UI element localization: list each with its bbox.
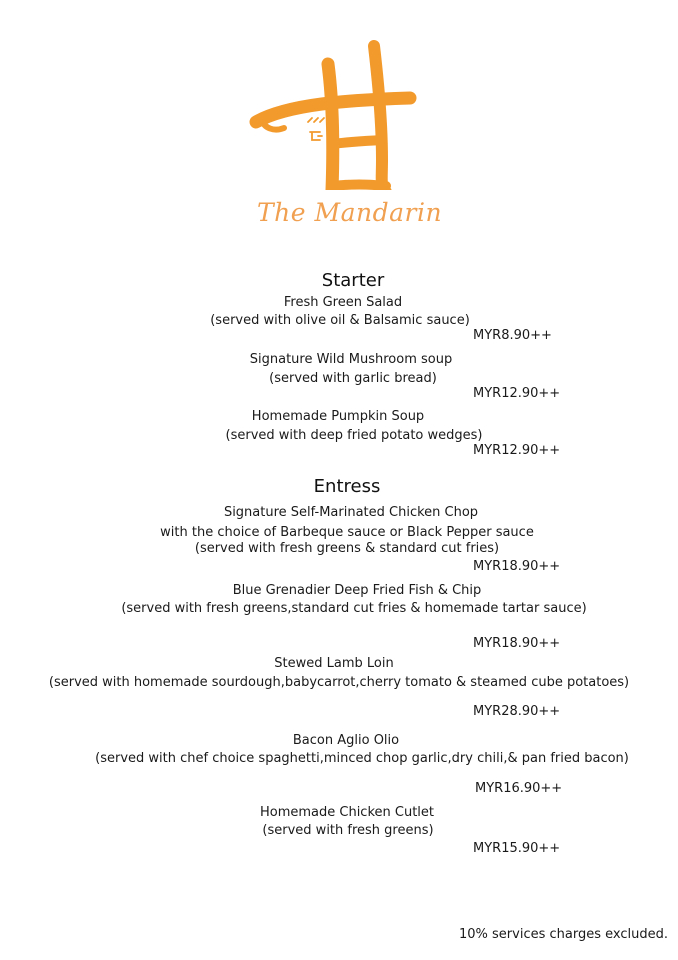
menu-item-desc: (served with deep fried potato wedges): [225, 428, 483, 443]
menu-item-price: MYR15.90++: [473, 841, 561, 856]
menu-item-desc: (served with olive oil & Balsamic sauce): [210, 313, 470, 328]
menu-item-price: MYR8.90++: [473, 328, 552, 343]
menu-item-price: MYR28.90++: [473, 704, 561, 719]
menu-item-desc: with the choice of Barbeque sauce or Black Pepper sauce: [160, 525, 534, 540]
menu-item-name: Bacon Aglio Olio: [292, 733, 400, 748]
menu-item-name: Homemade Chicken Cutlet: [259, 805, 435, 820]
menu-item-desc: (served with fresh greens,standard cut fries & homemade tartar sauce): [121, 601, 587, 616]
menu-item-price: MYR16.90++: [475, 781, 563, 796]
menu-item-price: MYR12.90++: [473, 443, 561, 458]
brand-name: The Mandarin: [257, 198, 443, 227]
section-title-entress: Entress: [313, 476, 381, 497]
menu-item-price: MYR18.90++: [473, 636, 561, 651]
menu-item-name: Homemade Pumpkin Soup: [251, 409, 425, 424]
menu-item-desc: (served with fresh greens): [262, 823, 434, 838]
menu-item-name: Fresh Green Salad: [283, 295, 403, 310]
menu-item-price: MYR12.90++: [473, 386, 561, 401]
menu-item-name: Stewed Lamb Loin: [274, 656, 394, 671]
menu-item-name: Signature Self-Marinated Chicken Chop: [223, 505, 479, 520]
menu-item-name: Signature Wild Mushroom soup: [249, 352, 453, 367]
menu-item-name: Blue Grenadier Deep Fried Fish & Chip: [232, 583, 482, 598]
menu-item-desc: (served with fresh greens & standard cut fries): [194, 541, 500, 556]
menu-item-desc: (served with chef choice spaghetti,minced chop garlic,dry chili,& pan fried bacon): [95, 751, 629, 766]
mandarin-character-logo-icon: [248, 40, 418, 190]
section-title-starter: Starter: [321, 270, 385, 291]
service-charge-note: 10% services charges excluded.: [459, 927, 668, 942]
menu-item-desc: (served with garlic bread): [269, 371, 437, 386]
menu-item-price: MYR18.90++: [473, 559, 561, 574]
menu-item-desc: (served with homemade sourdough,babycarrot,cherry tomato & steamed cube potatoes): [48, 675, 630, 690]
